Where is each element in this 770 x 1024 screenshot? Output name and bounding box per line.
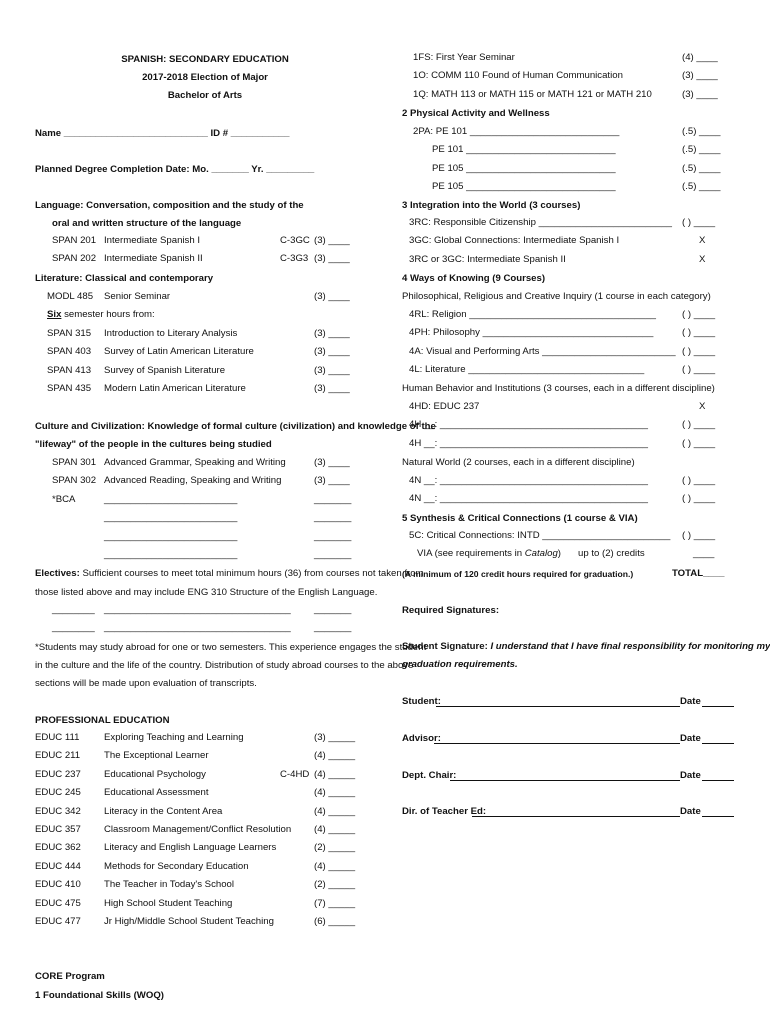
course-hours[interactable]: _______ — [314, 512, 352, 524]
human-heading: Human Behavior and Institutions (3 courses, each in a different discipline) — [402, 383, 715, 394]
semester-note-bold: Six — [47, 309, 62, 321]
via-row — [0, 545, 770, 563]
core-row — [0, 251, 770, 269]
signature-label: Advisor: — [402, 733, 441, 744]
course-code: EDUC 111 — [35, 732, 80, 743]
core-hours[interactable]: (3) ____ — [682, 88, 718, 100]
student-signature-text: I understand that I have final responsibility for monitoring my — [487, 641, 770, 652]
core-label: 3GC: Global Connections: Intermediate Spanish I — [409, 235, 620, 247]
course-title: Educational Assessment — [104, 787, 209, 799]
course-title: Intermediate Spanish I — [104, 235, 200, 246]
course-hours[interactable]: (2) _____ — [314, 842, 356, 854]
human-list — [0, 398, 770, 453]
natural-heading: Natural World (2 courses, each in a different discipline) — [402, 457, 635, 468]
course-title: Educational Psychology — [104, 768, 206, 780]
course-row — [0, 803, 380, 821]
core-hours[interactable]: (.5) ____ — [682, 126, 721, 137]
course-hours[interactable]: (7) _____ — [314, 897, 356, 909]
course-code: SPAN 302 — [52, 475, 97, 487]
core-hours: X — [699, 235, 706, 247]
elective-title-blank[interactable]: ___________________________________ — [104, 622, 291, 634]
name-id-field[interactable]: Name ___________________________ ID # ___________ — [35, 128, 290, 139]
course-row — [0, 454, 380, 472]
signature-underline[interactable] — [434, 733, 680, 744]
core-hours: X — [699, 253, 706, 265]
physical-heading: 2 Physical Activity and Wellness — [402, 108, 550, 119]
core-hours[interactable]: ( ) ____ — [682, 475, 716, 486]
core-label[interactable]: 4N __: _______________________________________ — [409, 493, 649, 505]
synthesis-heading: 5 Synthesis & Critical Connections (1 course & VIA) — [402, 513, 638, 524]
via-hours[interactable]: ____ — [693, 548, 715, 560]
course-code: SPAN 435 — [47, 382, 92, 394]
minimum-hours-note: (A minimum of 120 credit hours required for graduation.) — [402, 569, 634, 579]
course-title: Literacy in the Content Area — [104, 805, 223, 817]
core-row — [0, 435, 770, 453]
required-signatures-heading: Required Signatures: — [402, 605, 500, 616]
course-hours[interactable]: (3) ____ — [314, 327, 350, 339]
core-row — [0, 472, 770, 490]
core-row — [0, 86, 770, 104]
synthesis-list — [0, 527, 770, 564]
core-row — [0, 490, 770, 508]
core-row — [0, 178, 770, 196]
via-pre: VIA (see requirements in — [417, 548, 525, 560]
language-heading-cont: oral and written structure of the language — [52, 218, 242, 229]
course-row — [0, 913, 380, 931]
course-hours[interactable]: (2) _____ — [314, 879, 356, 891]
core-hours[interactable]: ( ) ____ — [682, 217, 716, 228]
core-row — [0, 324, 770, 342]
advisor-signature-line[interactable] — [402, 733, 734, 745]
integration-list — [0, 214, 770, 269]
course-title: Advanced Reading, Speaking and Writing — [104, 475, 282, 487]
semester-note-rest: semester hours from: — [61, 309, 155, 321]
core-hours[interactable]: ( ) ____ — [682, 530, 716, 541]
electives-text — [35, 568, 424, 580]
course-row — [0, 876, 380, 894]
electives-text-2: those listed above and may include ENG 310 Structure of the English Language. — [35, 587, 378, 598]
course-hours[interactable]: _______ — [314, 493, 352, 505]
course-title-blank[interactable]: _________________________ — [104, 512, 238, 524]
core-label[interactable]: 4H __: _______________________________________ — [409, 419, 649, 431]
course-hours[interactable]: (3) ____ — [314, 364, 350, 376]
core-label[interactable]: PE 105 ____________________________ — [432, 181, 616, 193]
course-hours[interactable]: (3) _____ — [314, 732, 356, 743]
core-row — [0, 398, 770, 416]
course-hours[interactable]: (6) _____ — [314, 915, 356, 927]
course-title-blank[interactable]: _________________________ — [104, 548, 238, 560]
course-title: The Teacher in Today's School — [104, 879, 235, 891]
date-label: Date — [680, 733, 701, 744]
core-tag: C-4HD — [280, 768, 310, 780]
core-hours[interactable]: ( ) ____ — [682, 437, 716, 449]
study-abroad-note-2: in the culture and the life of the country. Distribution of study abroad courses to the above — [35, 660, 414, 671]
core-label[interactable]: 4A: Visual and Performing Arts _________________________ — [409, 345, 676, 357]
course-row — [0, 766, 380, 784]
course-title-blank[interactable]: _________________________ — [104, 530, 238, 542]
course-hours[interactable]: (3) ____ — [314, 475, 350, 487]
student-signature-statement — [402, 641, 770, 653]
course-code: SPAN 403 — [47, 346, 92, 358]
core-label: 1FS: First Year Seminar — [413, 52, 515, 63]
core-row — [0, 214, 770, 232]
core-label[interactable]: 4PH: Philosophy ________________________________ — [409, 327, 654, 339]
core-label[interactable]: 4L: Literature _________________________________ — [409, 364, 645, 376]
core-tag: C-3GC — [280, 235, 310, 246]
core-hours[interactable]: ( ) ____ — [682, 493, 716, 505]
course-hours[interactable]: (3) ____ — [314, 235, 350, 246]
course-title: Survey of Spanish Literature — [104, 364, 226, 376]
via-catalog-link[interactable]: Catalog — [524, 548, 558, 560]
core-row — [0, 49, 770, 67]
course-title: Senior Seminar — [104, 291, 171, 302]
signature-underline[interactable] — [450, 770, 680, 781]
professional-course-list — [0, 729, 380, 931]
course-code: SPAN 201 — [52, 235, 97, 246]
course-code: EDUC 245 — [35, 787, 81, 799]
student-signature-label: Student Signature: — [402, 641, 488, 652]
culture-heading-cont: "lifeway" of the people in the cultures being studied — [35, 439, 272, 450]
core-hours[interactable]: (.5) ____ — [682, 144, 721, 156]
course-hours[interactable]: _______ — [314, 530, 352, 542]
course-hours[interactable]: (4) _____ — [314, 787, 356, 799]
core-row — [0, 343, 770, 361]
electives-blank-list — [0, 601, 380, 638]
core-row — [0, 160, 770, 178]
course-hours[interactable]: (3) ____ — [314, 346, 350, 358]
via-post: ) — [557, 548, 561, 560]
course-hours[interactable]: (3) ____ — [314, 457, 350, 468]
via-credits: up to (2) credits — [578, 548, 645, 560]
core-row — [0, 416, 770, 434]
total-hours[interactable]: TOTAL____ — [672, 568, 725, 579]
course-code: EDUC 211 — [35, 750, 81, 762]
core-label: 4HD: EDUC 237 — [409, 401, 480, 412]
title-election: 2017-2018 Election of Major — [142, 72, 268, 83]
core-hours[interactable]: ( ) ____ — [682, 309, 716, 320]
core-row — [0, 67, 770, 85]
course-code: EDUC 477 — [35, 915, 81, 927]
signature-underline[interactable] — [436, 696, 680, 707]
core-hours[interactable]: (4) ____ — [682, 52, 718, 63]
knowing-heading: 4 Ways of Knowing (9 Courses) — [402, 273, 546, 284]
core-foundational-heading: 1 Foundational Skills (WOQ) — [35, 990, 164, 1001]
course-hours[interactable]: (4) _____ — [314, 860, 356, 872]
dept-chair-signature-line[interactable] — [402, 770, 734, 782]
core-label[interactable]: 4RL: Religion ___________________________________ — [409, 309, 657, 320]
electives-text-1: Sufficient courses to meet total minimum hours (36) from courses not taken from — [79, 568, 424, 579]
date-underline[interactable] — [702, 696, 734, 707]
philosophical-list — [0, 306, 770, 380]
course-row — [0, 747, 380, 765]
course-title: Literacy and English Language Learners — [104, 842, 277, 854]
course-hours[interactable]: (4) _____ — [314, 750, 356, 762]
course-hours[interactable]: _______ — [314, 548, 352, 560]
integration-heading: 3 Integration into the World (3 courses) — [402, 200, 581, 211]
physical-list — [0, 123, 770, 197]
core-label: 3RC or 3GC: Intermediate Spanish II — [409, 253, 566, 265]
course-code: EDUC 237 — [35, 768, 81, 780]
course-title: Survey of Latin American Literature — [104, 346, 254, 358]
course-hours[interactable]: (3) ____ — [314, 253, 350, 265]
course-hours[interactable]: (3) ____ — [314, 291, 350, 302]
planned-completion-field[interactable]: Planned Degree Completion Date: Mo. _______ Yr. _________ — [35, 164, 315, 175]
elective-hours-blank[interactable]: _______ — [314, 604, 352, 615]
natural-list — [0, 472, 770, 509]
title-program: SPANISH: SECONDARY EDUCATION — [121, 54, 289, 65]
student-signature-text-2: graduation requirements. — [402, 659, 518, 670]
core-hours[interactable]: ( ) ____ — [682, 364, 716, 376]
course-code: EDUC 357 — [35, 823, 81, 835]
course-title: The Exceptional Learner — [104, 750, 209, 762]
elective-code-blank[interactable]: ________ — [52, 622, 95, 634]
core-row — [0, 306, 770, 324]
date-underline[interactable] — [702, 770, 734, 781]
course-title: Modern Latin American Literature — [104, 382, 246, 394]
course-code: EDUC 475 — [35, 897, 81, 909]
via-label — [417, 548, 561, 560]
course-code: SPAN 202 — [52, 253, 97, 265]
course-row — [0, 839, 380, 857]
student-signature-line[interactable] — [402, 696, 734, 708]
title-degree: Bachelor of Arts — [167, 90, 243, 101]
core-row — [0, 361, 770, 379]
core-hours[interactable]: (3) ____ — [682, 70, 718, 82]
course-title: Advanced Grammar, Speaking and Writing — [104, 457, 286, 468]
course-code: EDUC 342 — [35, 805, 81, 817]
course-title: High School Student Teaching — [104, 897, 233, 909]
core-label: 1O: COMM 110 Found of Human Communication — [413, 70, 623, 82]
signature-label: Dept. Chair: — [402, 770, 457, 781]
course-title: Intermediate Spanish II — [104, 253, 203, 265]
course-row — [0, 729, 380, 747]
course-hours[interactable]: (3) ____ — [314, 382, 350, 394]
course-row — [0, 288, 380, 306]
elective-row — [0, 619, 380, 637]
core-row — [0, 232, 770, 250]
electives-label: Electives: — [35, 568, 80, 579]
course-code: *BCA — [52, 493, 76, 505]
course-row — [0, 858, 380, 876]
core-hours: X — [699, 401, 706, 412]
core-label[interactable]: 3RC: Responsible Citizenship _________________________ — [409, 217, 672, 228]
core-row — [0, 141, 770, 159]
core-label[interactable]: 4N __: _______________________________________ — [409, 475, 649, 486]
course-code: MODL 485 — [47, 291, 94, 302]
language-heading: Language: Conversation, composition and the study of the — [35, 200, 304, 211]
date-underline[interactable] — [702, 806, 734, 817]
course-hours[interactable]: (4) _____ — [314, 805, 356, 817]
course-title: Classroom Management/Conflict Resolution — [104, 823, 292, 835]
core-label[interactable]: PE 105 ____________________________ — [432, 162, 616, 174]
core-hours[interactable]: ( ) ____ — [682, 327, 716, 339]
study-abroad-note-3: sections will be made upon evaluation of transcripts. — [35, 678, 257, 689]
course-row — [0, 821, 380, 839]
course-code: SPAN 413 — [47, 364, 92, 376]
course-title: Jr High/Middle School Student Teaching — [104, 915, 274, 927]
elective-row — [0, 601, 380, 619]
core-label[interactable]: PE 101 ____________________________ — [432, 144, 616, 156]
course-code: EDUC 362 — [35, 842, 81, 854]
course-code: EDUC 444 — [35, 860, 81, 872]
course-row — [0, 895, 380, 913]
core-heading: CORE Program — [35, 971, 105, 982]
core-label[interactable]: 2PA: PE 101 ____________________________ — [413, 126, 620, 137]
elective-code-blank[interactable]: ________ — [52, 604, 95, 615]
elective-hours-blank[interactable]: _______ — [314, 622, 352, 634]
course-row — [0, 509, 380, 527]
core-row — [0, 123, 770, 141]
date-label: Date — [680, 806, 701, 817]
course-title: Introduction to Literary Analysis — [104, 327, 238, 339]
course-hours[interactable]: (4) _____ — [314, 823, 356, 835]
core-row — [0, 527, 770, 545]
date-label: Date — [680, 770, 701, 781]
study-abroad-note-1: *Students may study abroad for one or two semesters. This experience engages the student — [35, 642, 427, 653]
course-code: EDUC 410 — [35, 879, 81, 891]
signature-label: Student: — [402, 696, 441, 707]
course-code: SPAN 315 — [47, 327, 92, 339]
core-label[interactable]: 4H __: _______________________________________ — [409, 437, 649, 449]
core-hours[interactable]: ( ) ____ — [682, 345, 716, 357]
core-hours[interactable]: (.5) ____ — [682, 181, 721, 193]
course-title: Exploring Teaching and Learning — [104, 732, 244, 743]
course-code: SPAN 301 — [52, 457, 97, 468]
foundational-list — [0, 49, 770, 104]
elective-title-blank[interactable]: ___________________________________ — [104, 604, 291, 615]
core-label: 1Q: MATH 113 or MATH 115 or MATH 121 or MATH 210 — [413, 88, 652, 100]
literature-heading: Literature: Classical and contemporary — [35, 273, 214, 284]
date-label: Date — [680, 696, 701, 707]
course-title-blank[interactable]: _________________________ — [104, 493, 238, 505]
professional-heading: PROFESSIONAL EDUCATION — [35, 715, 170, 726]
signature-underline[interactable] — [472, 806, 680, 817]
date-underline[interactable] — [702, 733, 734, 744]
course-row — [0, 380, 380, 398]
course-hours[interactable]: (4) _____ — [314, 768, 356, 780]
course-title: Methods for Secondary Education — [104, 860, 249, 872]
core-hours[interactable]: ( ) ____ — [682, 419, 716, 431]
course-row — [0, 784, 380, 802]
signature-label: Dir. of Teacher Ed: — [402, 806, 487, 817]
core-hours[interactable]: (.5) ____ — [682, 162, 721, 174]
core-tag: C-3G3 — [280, 253, 309, 265]
culture-heading: Culture and Civilization: Knowledge of formal culture (civilization) and knowledge of the — [35, 421, 436, 432]
teacher-ed-signature-line[interactable] — [402, 806, 734, 818]
core-label[interactable]: 5C: Critical Connections: INTD ________________________ — [409, 530, 671, 541]
philosophical-heading: Philosophical, Religious and Creative Inquiry (1 course in each category) — [402, 291, 711, 302]
